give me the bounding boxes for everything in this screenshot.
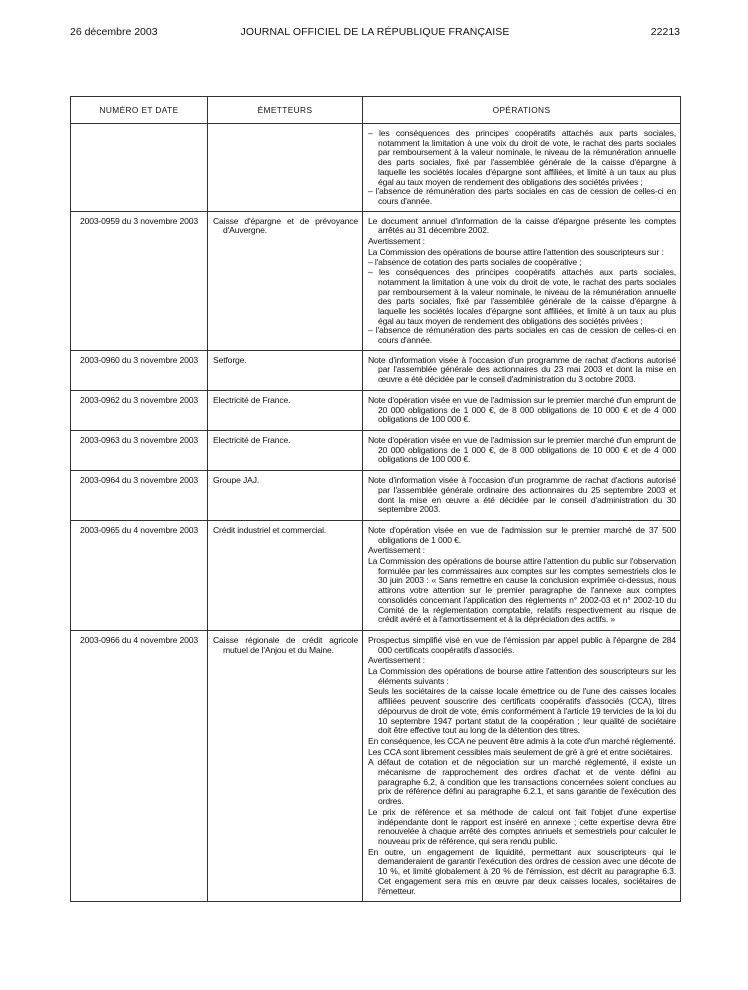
operation-paragraph: En conséquence, les CCA ne peuvent être admis à la cote d'un marché réglementé. <box>368 735 676 746</box>
row-operations <box>363 124 681 212</box>
operation-paragraph: Note d'information visée à l'occasion d'un programme de rachat d'actions autorisé par l'assemblée générale des actionnaires du 23 mai 2003 et dont la mise en œuvre a été décidée par le conseil d'administration du 3 octobre 2003. <box>368 354 676 385</box>
table-row <box>71 390 681 430</box>
issuer-name: Caisse d'épargne et de prévoyance d'Auvergne. <box>213 215 358 236</box>
table-row <box>71 520 681 630</box>
row-issuer <box>208 520 363 630</box>
row-issuer <box>208 124 363 212</box>
operation-paragraph: Note d'opération visée en vue de l'admission sur le premier marché d'un emprunt de 20 000 obligations de 1 000 €, de 8 000 obligations de 10 000 € et de 4 000 obligations de 100 000 €. <box>368 434 676 465</box>
list-item: – l'absence de rémunération des parts sociales en cas de cession de celles-ci en cours d'année. <box>368 325 676 346</box>
operations-table <box>70 96 681 902</box>
operation-paragraph: Le document annuel d'information de la caisse d'épargne présente les comptes arrêtés au 31 décembre 2002. <box>368 215 676 236</box>
row-operations <box>363 630 681 901</box>
operation-paragraph: En outre, un engagement de liquidité, permettant aux souscripteurs qui le demanderaient de garantir l'exécution des ordres de cession avec une décote de 10 %, et limité globalement à 20 % de l'émission, est décrit au paragraphe 6.3. Cet engagement sera mis en œuvre par deux caisses locales, sociétaires de l'émetteur. <box>368 846 676 896</box>
operation-paragraph: Note d'information visée à l'occasion d'un programme de rachat d'actions autorisé par l'assemblée générale ordinaire des actionnaires du 25 septembre 2003 et dont la mise en œuvre a été décidée par le conseil d'administration du 30 septembre 2003. <box>368 475 676 515</box>
journal-title: JOURNAL OFFICIEL DE LA RÉPUBLIQUE FRANÇAISE <box>240 26 510 38</box>
row-operations <box>363 390 681 430</box>
row-number: 2003-0966 du 4 novembre 2003 <box>71 630 208 901</box>
row-number: 2003-0965 du 4 novembre 2003 <box>71 520 208 630</box>
row-issuer <box>208 350 363 390</box>
issuer-name: Electricité de France. <box>213 434 291 445</box>
operation-paragraph: La Commission des opérations de bourse attire l'attention des souscripteurs sur : <box>368 246 664 257</box>
row-number: 2003-0963 du 3 novembre 2003 <box>71 430 208 470</box>
page-header <box>70 26 680 42</box>
table-row <box>71 350 681 390</box>
table-row <box>71 211 681 350</box>
operation-paragraph: Prospectus simplifié visé en vue de l'émission par appel public à l'épargne de 284 000 certificats coopératifs d'associés. <box>368 634 676 655</box>
table-row <box>71 630 681 901</box>
issuer-name: Groupe JAJ. <box>213 475 260 486</box>
row-issuer <box>208 211 363 350</box>
issuer-name: Setforge. <box>213 354 247 365</box>
warning-heading: Avertissement : <box>368 655 425 666</box>
row-number: 2003-0960 du 3 novembre 2003 <box>71 350 208 390</box>
table-row <box>71 471 681 521</box>
operation-paragraph: Le prix de référence et sa méthode de calcul ont fait l'objet d'une expertise indépendante dont le rapport est inséré en annexe ; cette expertise devra être renouvelée à chaque arrêté des comptes annuels et semestriels pour calculer le nouveau prix de référence, qui sera rendu public. <box>368 806 676 846</box>
operation-paragraph: Seuls les sociétaires de la caisse locale émettrice ou de l'une des caisses locales affiliées peuvent souscrire des certificats coopératifs d'associés (CCA), titres dépourvus de droit de vote, émis conformément à l'article 19 tervicies de la loi du 10 septembre 1947 portant statut de la coopération ; leur qualité de sociétaire doit être effective tout au long de la détention des titres. <box>368 686 676 736</box>
row-number: 2003-0962 du 3 novembre 2003 <box>71 390 208 430</box>
table-row <box>71 430 681 470</box>
column-header-operations: OPÉRATIONS <box>363 97 681 124</box>
list-item: – l'absence de rémunération des parts sociales en cas de cession de celles-ci en cours d'année. <box>368 186 676 206</box>
row-number: 2003-0964 du 3 novembre 2003 <box>71 471 208 521</box>
row-operations <box>363 520 681 630</box>
row-operations <box>363 430 681 470</box>
warning-heading: Avertissement : <box>368 545 425 556</box>
list-item: – les conséquences des principes coopératifs attachés aux parts sociales, notamment la limitation à une voix du droit de vote, le rachat des parts sociales par remboursement à la valeur nominale, le niveau de la rémunération annuelle des parts sociales, fixé par l'assemblée générale de la caisse d'épargne à laquelle les sociétés locales d'épargne sont affiliées, et limité à un taux au plus égal au taux moyen de rendement des obligations des sociétés privées ; <box>368 267 676 326</box>
column-header-issuer: ÉMETTEURS <box>208 97 363 124</box>
table-header-row <box>71 97 681 124</box>
list-item: – les conséquences des principes coopératifs attachés aux parts sociales, notamment la limitation à une voix du droit de vote, le rachat des parts sociales par remboursement à la valeur nominale, le niveau de la rémunération annuelle des parts sociales, fixé par l'assemblée générale de la caisse d'épargne à laquelle les sociétés locales d'épargne sont affiliées, et limité à un taux au plus égal au taux moyen de rendement des obligations des sociétés privées ; <box>368 128 676 187</box>
operation-paragraph: A défaut de cotation et de négociation sur un marché réglementé, il existe un mécanisme de rapprochement des ordres d'achat et de vente défini au paragraphe 6.2, à condition que les transactions concernées soient conclues au prix de référence défini au paragraphe 6.2.1, et sans garantie de l'exécution des ordres. <box>368 757 676 807</box>
row-issuer <box>208 630 363 901</box>
warning-heading: Avertissement : <box>368 236 425 247</box>
operation-paragraph: La Commission des opérations de bourse attire l'attention des souscripteurs sur les éléments suivants : <box>368 666 676 686</box>
issuer-name: Caisse régionale de crédit agricole mutuel de l'Anjou et du Maine. <box>213 634 358 655</box>
row-number: 2003-0959 du 3 novembre 2003 <box>71 211 208 350</box>
operation-paragraph: Note d'opération visée en vue de l'admission sur le premier marché de 37 500 obligations de 1 000 €. <box>368 524 676 545</box>
table-row <box>71 124 681 212</box>
operation-paragraph: Note d'opération visée en vue de l'admission sur le premier marché d'un emprunt de 20 000 obligations de 1 000 €, de 8 000 obligations de 10 000 € et de 4 000 obligations de 100 000 €. <box>368 394 676 425</box>
issuer-name: Crédit industriel et commercial. <box>213 524 327 535</box>
issuer-name: Electricité de France. <box>213 394 291 405</box>
issue-date: 26 décembre 2003 <box>70 26 158 38</box>
row-issuer <box>208 471 363 521</box>
row-operations <box>363 350 681 390</box>
row-issuer <box>208 390 363 430</box>
operation-paragraph: Les CCA sont librement cessibles mais seulement de gré à gré et entre sociétaires. <box>368 746 673 757</box>
list-item: – l'absence de cotation des parts sociales de coopérative ; <box>368 257 582 268</box>
row-operations <box>363 211 681 350</box>
column-header-number: NUMÉRO ET DATE <box>71 97 208 124</box>
row-number <box>71 124 208 212</box>
page-number: 22213 <box>650 26 680 38</box>
row-issuer <box>208 430 363 470</box>
row-operations <box>363 471 681 521</box>
operation-paragraph: La Commission des opérations de bourse attire l'attention du public sur l'observation formulée par les commissaires aux comptes sur les comptes semestriels clos le 30 juin 2003 : « Sans remettre en cause la conclusion exprimée ci-dessus, nous attirons votre attention sur le premier paragraphe de l'annexe aux comptes consolidés concernant l'application des règlements n° 2002-03 et n° 2002-10 du Comité de la réglementation comptable, relatifs respectivement au risque de crédit avéré et à l'amortissement et à la dépréciation des actifs. » <box>368 556 676 625</box>
